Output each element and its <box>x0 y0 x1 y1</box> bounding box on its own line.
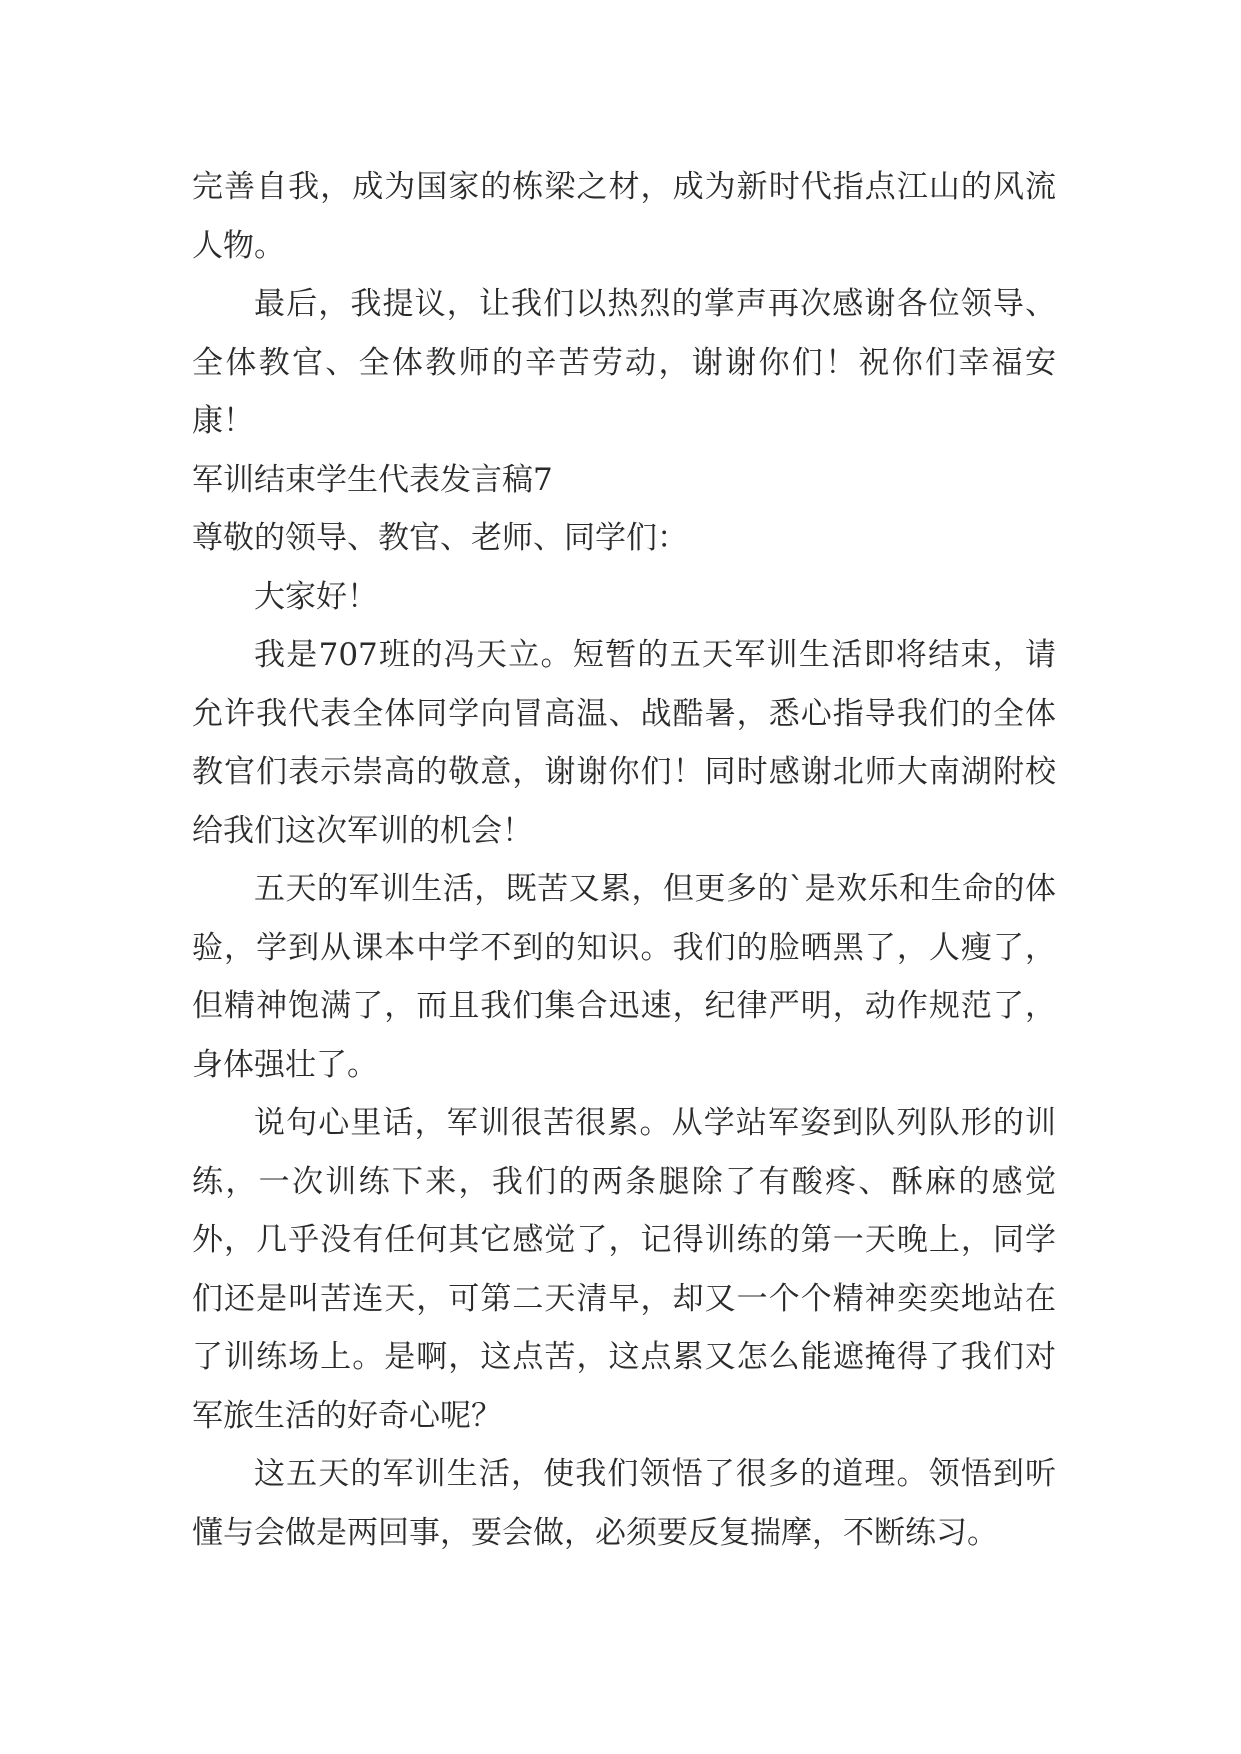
paragraph-introduction: 我是707班的冯天立。短暂的五天军训生活即将结束，请允许我代表全体同学向冒高温、战酷暑，悉心指导我们的全体教官们表示崇高的敬意，谢谢你们！同时感谢北师大南湖附校给我们这次军训的机会！ <box>192 637 1056 849</box>
document-body <box>192 158 1056 1562</box>
paragraph-training-experience: 五天的军训生活，既苦又累，但更多的`是欢乐和生命的体验，学到从课本中学不到的知识。我们的脸晒黑了，人瘦了，但精神饱满了，而且我们集合迅速，纪律严明，动作规范了，身体强壮了。 <box>192 871 1056 1083</box>
paragraph-hardship: 说句心里话，军训很苦很累。从学站军姿到队列队形的训练，一次训练下来，我们的两条腿除了有酸疼、酥麻的感觉外，几乎没有任何其它感觉了，记得训练的第一天晚上，同学们还是叫苦连天，可第二天清早，却又一个个精神奕奕地站在了训练场上。是啊，这点苦，这点累又怎么能遮掩得了我们对军旅生活的好奇心呢？ <box>192 1105 1056 1434</box>
paragraph-closing-thanks: 最后，我提议，让我们以热烈的掌声再次感谢各位领导、全体教官、全体教师的辛苦劳动，谢谢你们！祝你们幸福安康！ <box>192 286 1056 439</box>
salutation: 尊敬的领导、教官、老师、同学们： <box>192 520 688 556</box>
greeting: 大家好！ <box>254 578 378 615</box>
paragraph-continuation: 完善自我，成为国家的栋梁之材，成为新时代指点江山的风流人物。 <box>192 169 1056 264</box>
section-title: 军训结束学生代表发言稿7 <box>192 461 553 498</box>
paragraph-lessons: 这五天的军训生活，使我们领悟了很多的道理。领悟到听懂与会做是两回事，要会做，必须要反复揣摩，不断练习。 <box>192 1456 1056 1551</box>
